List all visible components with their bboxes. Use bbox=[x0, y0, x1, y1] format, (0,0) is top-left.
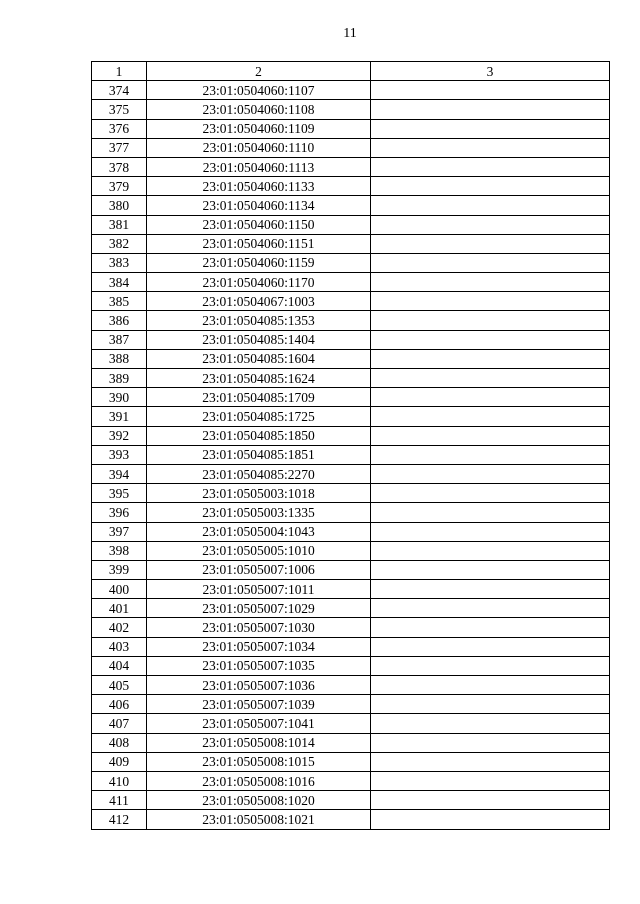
table-row bbox=[92, 369, 610, 388]
cadastral-number-cell: 23:01:0505008:1020 bbox=[147, 791, 371, 810]
cadastral-number-cell: 23:01:0504060:1113 bbox=[147, 157, 371, 176]
cadastral-number-cell: 23:01:0505007:1039 bbox=[147, 695, 371, 714]
table-row bbox=[92, 618, 610, 637]
table-row bbox=[92, 714, 610, 733]
note-cell bbox=[371, 752, 610, 771]
table-row bbox=[92, 695, 610, 714]
row-number-cell: 400 bbox=[92, 580, 147, 599]
table-row bbox=[92, 215, 610, 234]
cadastral-number-cell: 23:01:0504060:1159 bbox=[147, 253, 371, 272]
note-cell bbox=[371, 810, 610, 829]
page-number: 11 bbox=[343, 26, 357, 41]
row-number-cell: 403 bbox=[92, 637, 147, 656]
cadastral-number-cell: 23:01:0505007:1036 bbox=[147, 676, 371, 695]
cadastral-table-container bbox=[91, 61, 609, 830]
note-cell bbox=[371, 81, 610, 100]
note-cell bbox=[371, 330, 610, 349]
row-number-cell: 402 bbox=[92, 618, 147, 637]
header-col-3: 3 bbox=[371, 62, 610, 81]
note-cell bbox=[371, 215, 610, 234]
note-cell bbox=[371, 714, 610, 733]
row-number-cell: 411 bbox=[92, 791, 147, 810]
table-row bbox=[92, 656, 610, 675]
note-cell bbox=[371, 771, 610, 790]
header-col-2: 2 bbox=[147, 62, 371, 81]
cadastral-table bbox=[91, 61, 610, 830]
note-cell bbox=[371, 464, 610, 483]
row-number-cell: 412 bbox=[92, 810, 147, 829]
cadastral-number-cell: 23:01:0504060:1109 bbox=[147, 119, 371, 138]
note-cell bbox=[371, 196, 610, 215]
note-cell bbox=[371, 138, 610, 157]
table-row bbox=[92, 599, 610, 618]
cadastral-number-cell: 23:01:0504060:1110 bbox=[147, 138, 371, 157]
row-number-cell: 390 bbox=[92, 388, 147, 407]
row-number-cell: 379 bbox=[92, 177, 147, 196]
note-cell bbox=[371, 676, 610, 695]
table-row bbox=[92, 426, 610, 445]
row-number-cell: 404 bbox=[92, 656, 147, 675]
note-cell bbox=[371, 100, 610, 119]
cadastral-number-cell: 23:01:0505007:1029 bbox=[147, 599, 371, 618]
table-row bbox=[92, 752, 610, 771]
note-cell bbox=[371, 349, 610, 368]
table-row bbox=[92, 407, 610, 426]
table-row bbox=[92, 676, 610, 695]
cadastral-number-cell: 23:01:0505007:1035 bbox=[147, 656, 371, 675]
row-number-cell: 394 bbox=[92, 464, 147, 483]
row-number-cell: 377 bbox=[92, 138, 147, 157]
row-number-cell: 405 bbox=[92, 676, 147, 695]
note-cell bbox=[371, 292, 610, 311]
table-row bbox=[92, 464, 610, 483]
note-cell bbox=[371, 618, 610, 637]
table-row bbox=[92, 330, 610, 349]
cadastral-number-cell: 23:01:0504085:1850 bbox=[147, 426, 371, 445]
note-cell bbox=[371, 388, 610, 407]
cadastral-number-cell: 23:01:0505005:1010 bbox=[147, 541, 371, 560]
table-row bbox=[92, 157, 610, 176]
cadastral-number-cell: 23:01:0505007:1034 bbox=[147, 637, 371, 656]
row-number-cell: 374 bbox=[92, 81, 147, 100]
table-row bbox=[92, 349, 610, 368]
table-row bbox=[92, 292, 610, 311]
cadastral-number-cell: 23:01:0504060:1108 bbox=[147, 100, 371, 119]
note-cell bbox=[371, 733, 610, 752]
table-row bbox=[92, 388, 610, 407]
row-number-cell: 389 bbox=[92, 369, 147, 388]
row-number-cell: 378 bbox=[92, 157, 147, 176]
table-row bbox=[92, 177, 610, 196]
table-row bbox=[92, 560, 610, 579]
note-cell bbox=[371, 656, 610, 675]
row-number-cell: 383 bbox=[92, 253, 147, 272]
table-row bbox=[92, 733, 610, 752]
row-number-cell: 407 bbox=[92, 714, 147, 733]
row-number-cell: 408 bbox=[92, 733, 147, 752]
note-cell bbox=[371, 177, 610, 196]
cadastral-number-cell: 23:01:0505008:1021 bbox=[147, 810, 371, 829]
row-number-cell: 382 bbox=[92, 234, 147, 253]
note-cell bbox=[371, 560, 610, 579]
table-row bbox=[92, 637, 610, 656]
note-cell bbox=[371, 445, 610, 464]
cadastral-number-cell: 23:01:0505008:1016 bbox=[147, 771, 371, 790]
cadastral-number-cell: 23:01:0504085:1604 bbox=[147, 349, 371, 368]
cadastral-number-cell: 23:01:0504085:1709 bbox=[147, 388, 371, 407]
table-row bbox=[92, 522, 610, 541]
note-cell bbox=[371, 426, 610, 445]
table-row bbox=[92, 81, 610, 100]
table-row bbox=[92, 484, 610, 503]
row-number-cell: 391 bbox=[92, 407, 147, 426]
table-row bbox=[92, 273, 610, 292]
cadastral-number-cell: 23:01:0504067:1003 bbox=[147, 292, 371, 311]
table-row bbox=[92, 119, 610, 138]
cadastral-number-cell: 23:01:0505007:1011 bbox=[147, 580, 371, 599]
cadastral-number-cell: 23:01:0504060:1133 bbox=[147, 177, 371, 196]
table-row bbox=[92, 541, 610, 560]
row-number-cell: 381 bbox=[92, 215, 147, 234]
table-row bbox=[92, 791, 610, 810]
cadastral-number-cell: 23:01:0505007:1006 bbox=[147, 560, 371, 579]
cadastral-number-cell: 23:01:0504060:1151 bbox=[147, 234, 371, 253]
cadastral-number-cell: 23:01:0504060:1170 bbox=[147, 273, 371, 292]
cadastral-number-cell: 23:01:0504085:2270 bbox=[147, 464, 371, 483]
table-row bbox=[92, 100, 610, 119]
header-col-1: 1 bbox=[92, 62, 147, 81]
cadastral-number-cell: 23:01:0504060:1150 bbox=[147, 215, 371, 234]
table-row bbox=[92, 810, 610, 829]
cadastral-number-cell: 23:01:0504085:1624 bbox=[147, 369, 371, 388]
header-row bbox=[92, 62, 610, 81]
row-number-cell: 406 bbox=[92, 695, 147, 714]
table-row bbox=[92, 253, 610, 272]
cadastral-number-cell: 23:01:0505003:1018 bbox=[147, 484, 371, 503]
note-cell bbox=[371, 369, 610, 388]
row-number-cell: 397 bbox=[92, 522, 147, 541]
cadastral-number-cell: 23:01:0504085:1353 bbox=[147, 311, 371, 330]
table-row bbox=[92, 771, 610, 790]
cadastral-number-cell: 23:01:0504060:1134 bbox=[147, 196, 371, 215]
row-number-cell: 409 bbox=[92, 752, 147, 771]
cadastral-number-cell: 23:01:0505008:1015 bbox=[147, 752, 371, 771]
note-cell bbox=[371, 599, 610, 618]
note-cell bbox=[371, 503, 610, 522]
note-cell bbox=[371, 119, 610, 138]
table-row bbox=[92, 196, 610, 215]
row-number-cell: 401 bbox=[92, 599, 147, 618]
note-cell bbox=[371, 695, 610, 714]
cadastral-number-cell: 23:01:0504085:1725 bbox=[147, 407, 371, 426]
row-number-cell: 388 bbox=[92, 349, 147, 368]
note-cell bbox=[371, 637, 610, 656]
table-row bbox=[92, 580, 610, 599]
note-cell bbox=[371, 311, 610, 330]
note-cell bbox=[371, 253, 610, 272]
row-number-cell: 410 bbox=[92, 771, 147, 790]
row-number-cell: 396 bbox=[92, 503, 147, 522]
table-row bbox=[92, 445, 610, 464]
note-cell bbox=[371, 273, 610, 292]
cadastral-number-cell: 23:01:0505007:1041 bbox=[147, 714, 371, 733]
note-cell bbox=[371, 580, 610, 599]
table-row bbox=[92, 503, 610, 522]
note-cell bbox=[371, 484, 610, 503]
note-cell bbox=[371, 791, 610, 810]
table-row bbox=[92, 311, 610, 330]
cadastral-number-cell: 23:01:0504060:1107 bbox=[147, 81, 371, 100]
row-number-cell: 375 bbox=[92, 100, 147, 119]
row-number-cell: 385 bbox=[92, 292, 147, 311]
table-body bbox=[92, 81, 610, 829]
cadastral-number-cell: 23:01:0504085:1404 bbox=[147, 330, 371, 349]
cadastral-number-cell: 23:01:0505008:1014 bbox=[147, 733, 371, 752]
row-number-cell: 399 bbox=[92, 560, 147, 579]
row-number-cell: 386 bbox=[92, 311, 147, 330]
row-number-cell: 387 bbox=[92, 330, 147, 349]
note-cell bbox=[371, 407, 610, 426]
row-number-cell: 395 bbox=[92, 484, 147, 503]
row-number-cell: 393 bbox=[92, 445, 147, 464]
row-number-cell: 376 bbox=[92, 119, 147, 138]
row-number-cell: 380 bbox=[92, 196, 147, 215]
note-cell bbox=[371, 541, 610, 560]
cadastral-number-cell: 23:01:0505007:1030 bbox=[147, 618, 371, 637]
note-cell bbox=[371, 157, 610, 176]
row-number-cell: 384 bbox=[92, 273, 147, 292]
table-row bbox=[92, 138, 610, 157]
row-number-cell: 392 bbox=[92, 426, 147, 445]
note-cell bbox=[371, 234, 610, 253]
cadastral-number-cell: 23:01:0505004:1043 bbox=[147, 522, 371, 541]
table-row bbox=[92, 234, 610, 253]
cadastral-number-cell: 23:01:0505003:1335 bbox=[147, 503, 371, 522]
table-header bbox=[92, 62, 610, 81]
note-cell bbox=[371, 522, 610, 541]
cadastral-number-cell: 23:01:0504085:1851 bbox=[147, 445, 371, 464]
row-number-cell: 398 bbox=[92, 541, 147, 560]
